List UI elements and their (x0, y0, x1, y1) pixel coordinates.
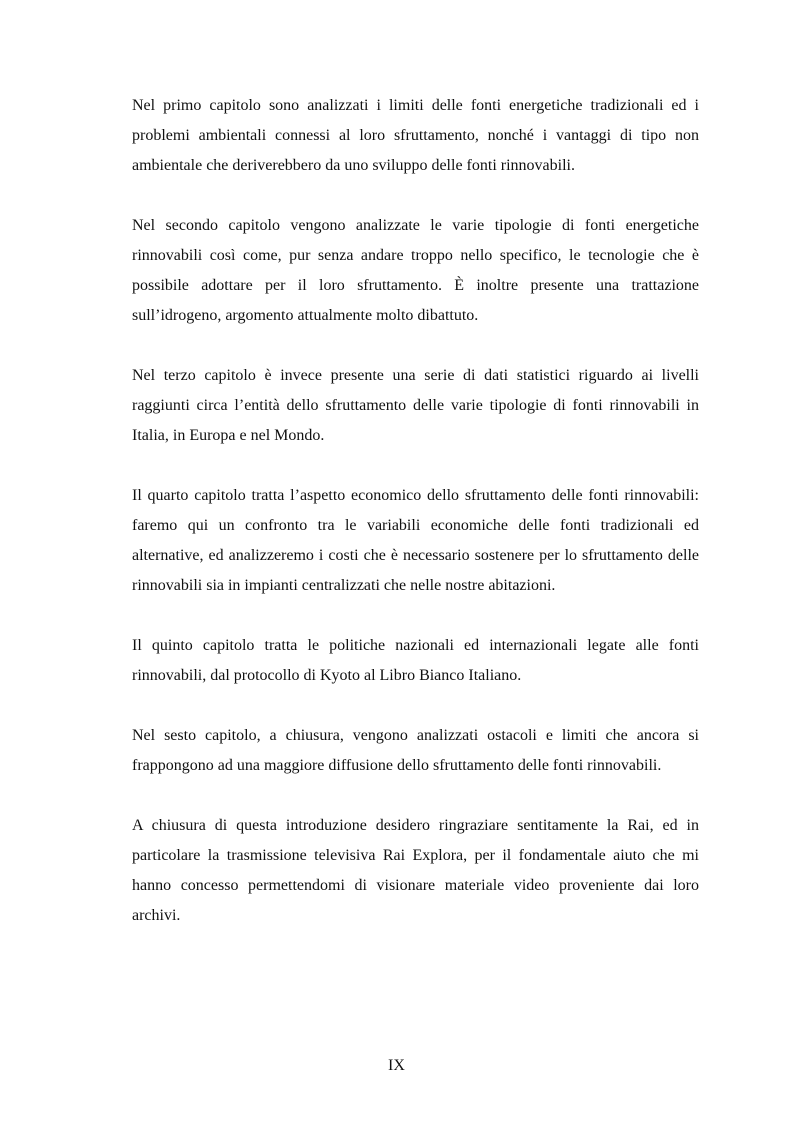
paragraph-chapter-5: Il quinto capitolo tratta le politiche nazionali ed internazionali legate alle fonti rinnovabili, dal protocollo di Kyoto al Libro Bianco Italiano. (132, 637, 699, 684)
page-number: IX (388, 1057, 405, 1074)
paragraph-chapter-4: Il quarto capitolo tratta l’aspetto economico dello sfruttamento delle fonti rinnovabili: faremo qui un confronto tra le variabili economiche delle fonti tradizionali ed alternative, ed analizzeremo i costi che è necessario sostenere per lo sfruttamento delle rinnovabili sia in impianti centralizzati che nelle nostre abitazioni. (132, 487, 699, 594)
paragraph-chapter-6: Nel sesto capitolo, a chiusura, vengono analizzati ostacoli e limiti che ancora si frappongono ad una maggiore diffusione dello sfruttamento delle fonti rinnovabili. (132, 727, 699, 774)
paragraph-acknowledgements: A chiusura di questa introduzione desidero ringraziare sentitamente la Rai, ed in particolare la trasmissione televisiva Rai Explora, per il fondamentale aiuto che mi hanno concesso permettendomi di visionare materiale video proveniente dai loro archivi. (132, 817, 699, 924)
document-body (132, 91, 699, 961)
paragraph-chapter-1: Nel primo capitolo sono analizzati i limiti delle fonti energetiche tradizionali ed i problemi ambientali connessi al loro sfruttamento, nonché i vantaggi di tipo non ambientale che deriverebbero da uno sviluppo delle fonti rinnovabili. (132, 97, 699, 174)
paragraph-chapter-2: Nel secondo capitolo vengono analizzate le varie tipologie di fonti energetiche rinnovabili così come, pur senza andare troppo nello specifico, le tecnologie che è possibile adottare per il loro sfruttamento. È inoltre presente una trattazione sull’idrogeno, argomento attualmente molto dibattuto. (132, 217, 699, 324)
paragraph-chapter-3: Nel terzo capitolo è invece presente una serie di dati statistici riguardo ai livelli raggiunti circa l’entità dello sfruttamento delle varie tipologie di fonti rinnovabili in Italia, in Europa e nel Mondo. (132, 367, 699, 444)
